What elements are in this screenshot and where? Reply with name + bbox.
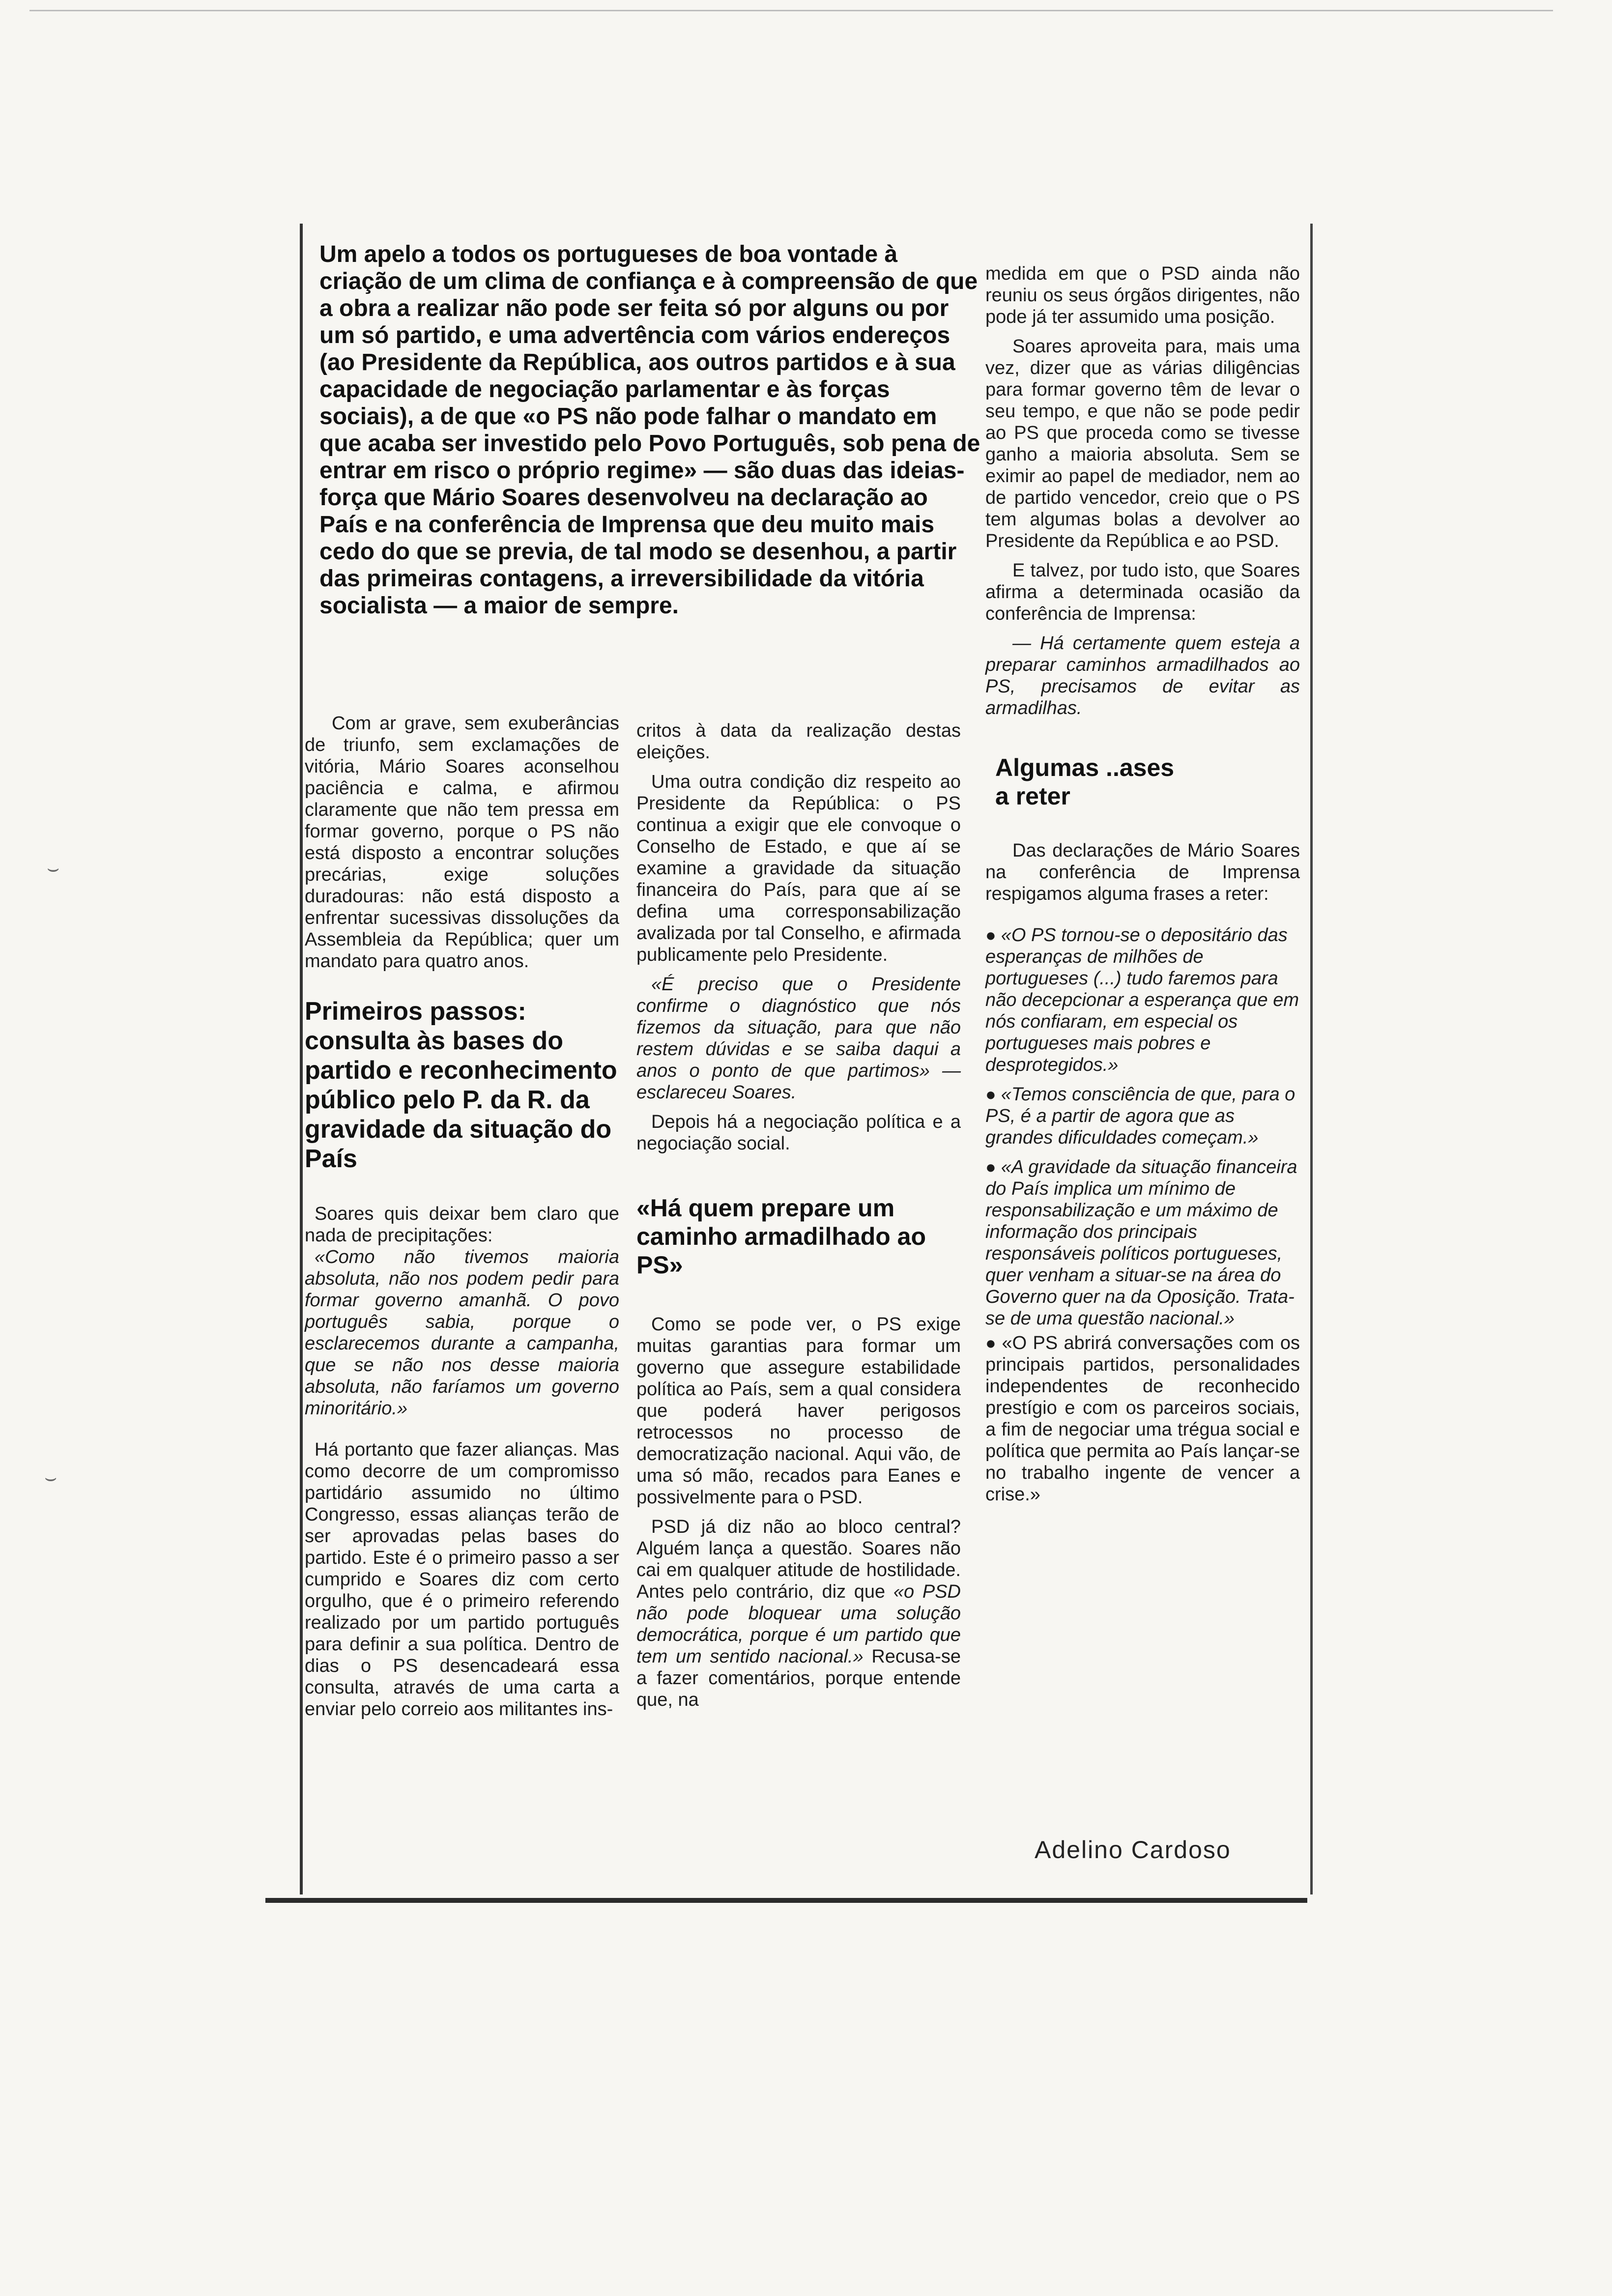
col3-paragraph-2: Soares aproveita para, mais uma vez, dizer que as várias diligências para formar governo têm de levar o seu tempo, e que não se pode pedir ao PS que proceda como se tivesse ganho a maioria absoluta. Sem se eximir ao papel de mediador, nem ao de partido vencedor, creio que o PS tem algumas bolas a devolver ao Presidente da República e ao PSD. <box>985 336 1300 551</box>
column-1 <box>305 713 619 1728</box>
col2-paragraph-1: critos à data da realização destas eleições. <box>636 720 961 763</box>
col2-paragraph-6-end: Recusa-se a fazer comentários, porque entende que, na <box>636 1646 961 1710</box>
page-top-rule <box>29 10 1553 11</box>
col2-paragraph-5: Como se pode ver, o PS exige muitas garantias para formar um governo que assegure estabilidade política ao País, sem a qual considera que poderá haver perigosos retrocessos no processo de democratização nacional. Aqui vão, de uma só mão, recados para Eanes e possivelmente para o PSD. <box>636 1314 961 1508</box>
col3-bullet-2-text: «Temos consciência de que, para o PS, é a partir de agora que as grandes dificuldades começam.» <box>985 1084 1295 1148</box>
margin-mark-icon: ⌣ <box>47 858 60 879</box>
col1-quote: «Como não tivemos maioria absoluta, não nos podem pedir para formar governo amanhã. O povo português sabia, porque o esclarecemos durante a campanha, que se não nos desse maioria absoluta, não faríamos um governo minoritário.» <box>305 1247 619 1419</box>
col3-paragraph-3: E talvez, por tudo isto, que Soares afirma a determinada ocasião da conferência de Imprensa: <box>985 560 1300 624</box>
col3-bullet-1 <box>985 924 1300 1076</box>
col2-quote: «É preciso que o Presidente confirme o diagnóstico que nós fizemos da situação, para que não restem dúvidas e se saiba daqui a anos o ponto de que partimos» — esclareceu Soares. <box>636 974 961 1103</box>
col3-bullet-3 <box>985 1156 1300 1329</box>
col1-subheadline: Primeiros passos: consulta às bases do partido e reconhecimento público pelo P. da R. da gravidade da situação do País <box>305 997 617 1173</box>
col3-bullet-1-text: «O PS tornou-se o depositário das esperanças de milhões de portugueses (...) tudo faremos para não decepcionar a esperança que em nós confiaram, em especial os portugueses mais pobres e desprotegidos.» <box>985 925 1299 1075</box>
col3-bullet-4-text: O PS abrirá conversações com os principais partidos, personalidades independentes de reconhecido prestígio e com os parceiros sociais, a fim de negociar uma trégua social e política que permita ao País lançar-se no trabalho ingente de vencer a crise.» <box>985 1333 1300 1505</box>
col2-paragraph-6-text: PSD já diz não ao bloco central? Alguém lança a questão. Soares não cai em qualquer atitude de hostilidade. Antes pelo contrário, diz que <box>636 1517 961 1602</box>
column-3 <box>985 263 1300 1513</box>
bullet-dot-icon: ● <box>985 1157 996 1177</box>
bullet-dot-icon: ● <box>985 1084 996 1104</box>
col1-paragraph-1: Com ar grave, sem exuberâncias de triunfo, sem exclamações de vitória, Mário Soares aconselhou paciência e calma, e afirmou claramente que não tem pressa em formar governo, porque o PS não está disposto a encontrar soluções precárias, exige soluções duradouras: não está disposto a enfrentar sucessivas dissoluções da Assembleia da República; quer um mandato para quatro anos. <box>305 713 619 972</box>
col1-paragraph-2: Soares quis deixar bem claro que nada de precipitações: <box>305 1204 619 1246</box>
bullet-dot-icon: ● <box>985 1333 997 1353</box>
col1-paragraph-4: Há portanto que fazer alianças. Mas como decorre de um compromisso partidário assumido no último Congresso, essas alianças terão de ser aprovadas pelas bases do partido. Este é o primeiro passo a ser cumprido e Soares diz com certo orgulho, que é o primeiro referendo realizado por um partido português para definir a sua política. Dentro de dias o PS desencadeará essa consulta, através de uma carta a enviar pelo correio aos militantes ins- <box>305 1439 619 1720</box>
col2-paragraph-2: Uma outra condição diz respeito ao Presidente da República: o PS continua a exigir que ele convoque o Conselho de Estado, e que aí se examine a gravidade da situação financeira do País, para que aí se defina uma corresponsabilização avalizada por tal Conselho, e afirmada publicamente pelo Presidente. <box>636 772 961 965</box>
col3-bullet-4-open: « <box>1002 1333 1012 1353</box>
col3-bullet-4 <box>985 1332 1300 1505</box>
column-2 <box>636 720 961 1719</box>
col3-paragraph-5: Das declarações de Mário Soares na conferência de Imprensa respigamos alguma frases a reter: <box>985 840 1300 904</box>
col3-quote: — Há certamente quem esteja a preparar caminhos armadilhados ao PS, precisamos de evitar as armadilhas. <box>985 633 1300 718</box>
byline: Adelino Cardoso <box>1035 1836 1231 1864</box>
col2-paragraph-6-quote: «o PSD não pode bloquear uma solução democrática, porque é um partido que tem um sentido nacional.» <box>636 1581 961 1667</box>
col2-paragraph-6 <box>636 1516 961 1711</box>
col3-bullet-3-text: «A gravidade da situação financeira do País implica um mínimo de responsabilização e um máximo de informação dos principais responsáveis políticos portugueses, quer venham a situar-se na área do Governo quer na da Oposição. Trata-se de uma questão nacional.» <box>985 1157 1297 1329</box>
bullet-dot-icon: ● <box>985 925 996 945</box>
col2-subheadline: «Há quem prepare um caminho armadilhado ao PS» <box>636 1194 926 1279</box>
clipping-bottom-rule <box>265 1898 1307 1903</box>
col3-bullet-2 <box>985 1084 1300 1148</box>
margin-mark-icon: ⌣ <box>44 1467 58 1489</box>
col3-paragraph-1: medida em que o PSD ainda não reuniu os seus órgãos dirigentes, não pode já ter assumido uma posição. <box>985 263 1300 327</box>
col3-subheadline: Algumas ..ases a reter <box>995 754 1175 810</box>
lead-column <box>319 241 980 627</box>
col2-paragraph-4: Depois há a negociação política e a negociação social. <box>636 1112 961 1154</box>
lead-paragraph: Um apelo a todos os portugueses de boa vontade à criação de um clima de confiança e à compreensão de que a obra a realizar não pode ser feita só por alguns ou por um só partido, e uma advertência com vários endereços (ao Presidente da República, aos outros partidos e à sua capacidade de negociação parlamentar e às forças sociais), a de que «o PS não pode falhar o mandato em que acaba ser investido pelo Povo Português, sob pena de entrar em risco o próprio regime» — são duas das ideias-força que Mário Soares desenvolveu na declaração ao País e na conferência de Imprensa que deu muito mais cedo do que se previa, de tal modo se desenhou, a partir das primeiras contagens, a irreversibilidade da vitória socialista — a maior de sempre. <box>319 241 980 619</box>
